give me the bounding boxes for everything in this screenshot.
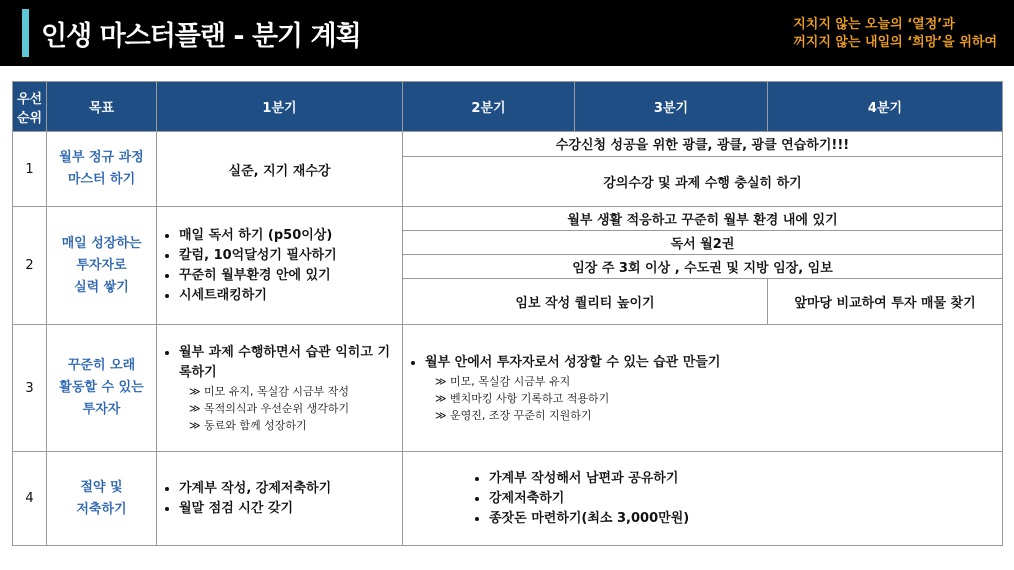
- sub-list-item: ≫ 미모 유지, 목실감 시금부 작성: [189, 383, 402, 400]
- header-q1: 1분기: [157, 82, 403, 132]
- list-item: • 월말 점검 시간 갖기: [179, 499, 402, 519]
- bullet-list: [165, 479, 402, 519]
- goal-cell: 월부 정규 과정 마스터 하기: [47, 132, 157, 207]
- list-item: • 가계부 작성, 강제저축하기: [179, 479, 402, 499]
- header-priority: 우선 순위: [13, 82, 47, 132]
- span-cell: 임장 주 3회 이상 , 수도권 및 지방 임장, 임보: [403, 255, 1003, 279]
- bullet-list: [475, 469, 1002, 529]
- q1-cell: [157, 452, 403, 546]
- priority-cell: 3: [13, 325, 47, 452]
- table-row: [13, 207, 1003, 231]
- sub-list-item: ≫ 벤치마킹 사항 기록하고 적용하기: [435, 390, 1002, 407]
- list-item: • 종잣돈 마련하기(최소 3,000만원): [489, 509, 1002, 529]
- bullet-list: [411, 353, 1002, 373]
- span-cell: 수강신청 성공을 위한 광클, 광클, 광클 연습하기!!!: [403, 132, 1003, 157]
- q4-cell: 앞마당 비교하여 투자 매물 찾기: [768, 279, 1003, 325]
- q2-q4-cell: [403, 325, 1003, 452]
- q1-cell: [157, 207, 403, 325]
- q2-q3-cell: 임보 작성 퀄리티 높이기: [403, 279, 768, 325]
- table-row: [13, 132, 1003, 157]
- list-item: • 가계부 작성해서 남편과 공유하기: [489, 469, 1002, 489]
- span-cell: 월부 생활 적응하고 꾸준히 월부 환경 내에 있기: [403, 207, 1003, 231]
- q1-cell: [157, 325, 403, 452]
- sub-list: [411, 373, 1002, 424]
- title-bar: [0, 0, 1014, 66]
- q2-q4-cell: [403, 452, 1003, 546]
- slogan: [793, 16, 997, 52]
- slogan-line-2: 꺼지지 않는 내일의 ‘희망’을 위하여: [793, 35, 997, 50]
- priority-cell: 4: [13, 452, 47, 546]
- span-cell: 독서 월2권: [403, 231, 1003, 255]
- list-item: • 칼럼, 10억달성기 필사하기: [179, 246, 402, 266]
- header-q3: 3분기: [575, 82, 768, 132]
- slogan-line-1: 지치지 않는 오늘의 ‘열정’과: [793, 17, 955, 32]
- priority-cell: 1: [13, 132, 47, 207]
- list-item: • 강제저축하기: [489, 489, 1002, 509]
- goal-cell: 매일 성장하는 투자자로 실력 쌓기: [47, 207, 157, 325]
- bullet-list: [165, 226, 402, 306]
- list-item: • 월부 안에서 투자자로서 성장할 수 있는 습관 만들기: [425, 353, 1002, 373]
- quarterly-plan-table: [12, 81, 1003, 546]
- list-item: • 월부 과제 수행하면서 습관 익히고 기록하기: [179, 343, 402, 383]
- sub-list: [165, 383, 402, 434]
- title-accent-bar: [22, 9, 29, 57]
- list-item: • 매일 독서 하기 (p50이상): [179, 226, 402, 246]
- list-item: • 꾸준히 월부환경 안에 있기: [179, 266, 402, 286]
- q1-cell: 실준, 지기 재수강: [157, 132, 403, 207]
- goal-cell: 꾸준히 오래 활동할 수 있는 투자자: [47, 325, 157, 452]
- table-row: [13, 325, 1003, 452]
- page-title: 인생 마스터플랜 - 분기 계획: [41, 21, 361, 52]
- priority-cell: 2: [13, 207, 47, 325]
- goal-cell: 절약 및 저축하기: [47, 452, 157, 546]
- table-header-row: [13, 82, 1003, 132]
- list-item: • 시세트래킹하기: [179, 286, 402, 306]
- sub-list-item: ≫ 목적의식과 우선순위 생각하기: [189, 400, 402, 417]
- sub-list-item: ≫ 동료와 함께 성장하기: [189, 417, 402, 434]
- span-cell: 강의수강 및 과제 수행 충실히 하기: [403, 156, 1003, 206]
- sub-list-item: ≫ 운영진, 조장 꾸준히 지원하기: [435, 407, 1002, 424]
- header-q2: 2분기: [403, 82, 575, 132]
- bullet-list: [165, 343, 402, 383]
- header-goal: 목표: [47, 82, 157, 132]
- header-q4: 4분기: [768, 82, 1003, 132]
- table-row: [13, 452, 1003, 546]
- sub-list-item: ≫ 미모, 목실감 시금부 유지: [435, 373, 1002, 390]
